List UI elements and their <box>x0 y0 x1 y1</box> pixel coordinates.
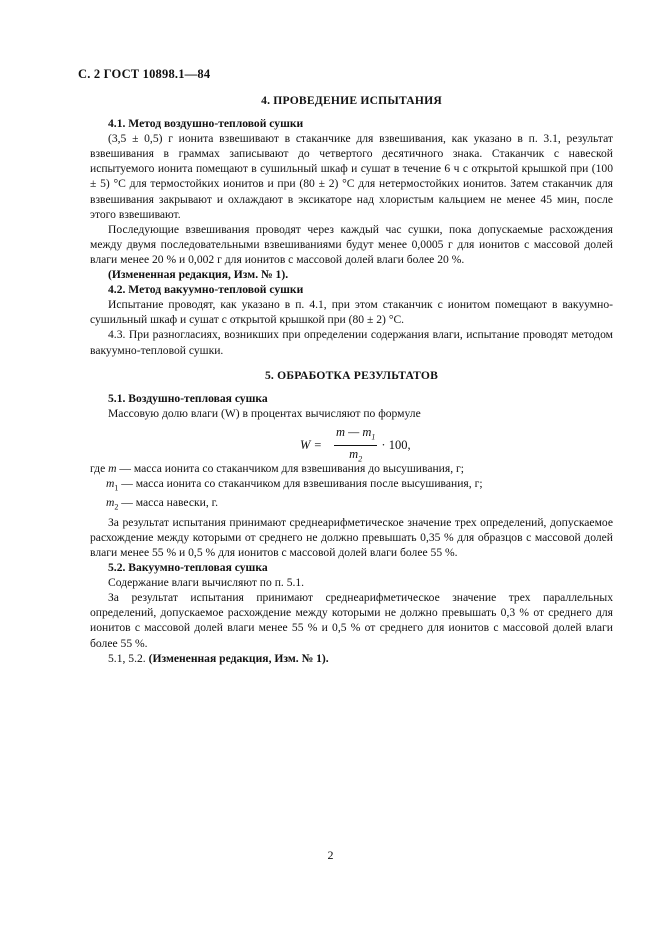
formula-tail: · 100, <box>381 438 411 453</box>
paragraph-4-3: 4.3. При разногласиях, возникших при определении содержания влаги, испытание проводят методом вакуумно-тепловой сушки. <box>90 328 613 357</box>
document-body <box>90 93 613 666</box>
page-header: С. 2 ГОСТ 10898.1—84 <box>78 67 211 81</box>
subsection-5-1-heading: 5.1. Воздушно-тепловая сушка <box>108 391 268 405</box>
page-number: 2 <box>327 848 334 862</box>
formula-denominator: $m_2$ <box>349 447 363 464</box>
moisture-formula <box>90 423 613 464</box>
amendment-note-4-1: (Измененная редакция, Изм. № 1). <box>108 268 289 282</box>
definition-m2: $m_2$ — масса навески, г. <box>106 496 218 512</box>
paragraph-5-2-1: Содержание влаги вычисляют по п. 5.1. <box>108 576 305 590</box>
paragraph-4-1-2: Последующие взвешивания проводят через каждый час сушки, пока допускаемые расхождения между двумя последовательными взвешиваниями будут менее 0,0005 г для ионитов с массовой долей влаги менее 20 % и 0,002 г для ионитов с массовой долей влаги более 20 %. <box>90 222 613 266</box>
formula-lhs: W = <box>300 438 322 453</box>
definition-m1: $m_1$ — масса ионита со стаканчиком для взвешивания после высушивания, г; <box>106 476 483 493</box>
formula-intro: Массовую долю влаги (W) в процентах вычисляют по формуле <box>108 406 421 420</box>
section-4-title: 4. ПРОВЕДЕНИЕ ИСПЫТАНИЯ <box>261 94 442 107</box>
paragraph-5-1-result: За результат испытания принимают среднеарифметическое значение трех определений, допускаемое расхождение между которыми от среднего не должно превышать 0,35 % для образцов с массовой долей влаги менее 55 % и 0,5 % для ионитов с массовой долей влаги более 55 %. <box>90 515 613 559</box>
definition-m: где m — масса ионита со стаканчиком для взвешивания до высушивания, г; <box>90 461 464 475</box>
section-gap <box>90 358 613 368</box>
paragraph-4-2-1: Испытание проводят, как указано в п. 4.1, при этом стаканчик с ионитом помещают в вакуумно-сушильный шкаф и сушат с открытой крышкой при (80 ± 2) °С. <box>90 298 613 327</box>
formula-numerator: m — $m_1$ <box>334 425 377 447</box>
variable-definitions <box>90 461 613 515</box>
subsection-4-2-heading: 4.2. Метод вакуумно-тепловой сушки <box>108 283 304 297</box>
paragraph-5-2-2: За результат испытания принимают среднеарифметическое значение трех параллельных определений, допускаемое расхождение между которыми не должно превышать 0,3 % от среднего для ионитов с массовой долей влаги менее 55 % и 0,5 % от среднего для ионитов с массовой долей влаги более 55 %. <box>90 591 613 650</box>
formula-fraction <box>334 425 377 467</box>
section-5-title: 5. ОБРАБОТКА РЕЗУЛЬТАТОВ <box>264 368 439 382</box>
paragraph-4-1-1: (3,5 ± 0,5) г ионита взвешивают в стаканчике для взвешивания, как указано в п. 3.1, результат взвешивания в граммах записывают до четвертого десятичного знака. Стаканчик с навеской испытуемого ионита помещают в сушильный шкаф и сушат в течение 6 ч с открытой крышкой при (100 ± 5) °С для термостойких ионитов и при (80 ± 2) °С для нетермостойких ионитов. Затем стаканчик для взвешивания закрывают и охлаждают в эксикаторе над хлористым кальцием не менее 45 мин, после этого взвешивают. <box>90 132 613 221</box>
amendment-note-5: 5.1, 5.2. (Измененная редакция, Изм. № 1). <box>108 651 329 665</box>
subsection-5-2-heading: 5.2. Вакуумно-тепловая сушка <box>108 561 268 575</box>
subsection-4-1-heading: 4.1. Метод воздушно-тепловой сушки <box>108 117 304 131</box>
